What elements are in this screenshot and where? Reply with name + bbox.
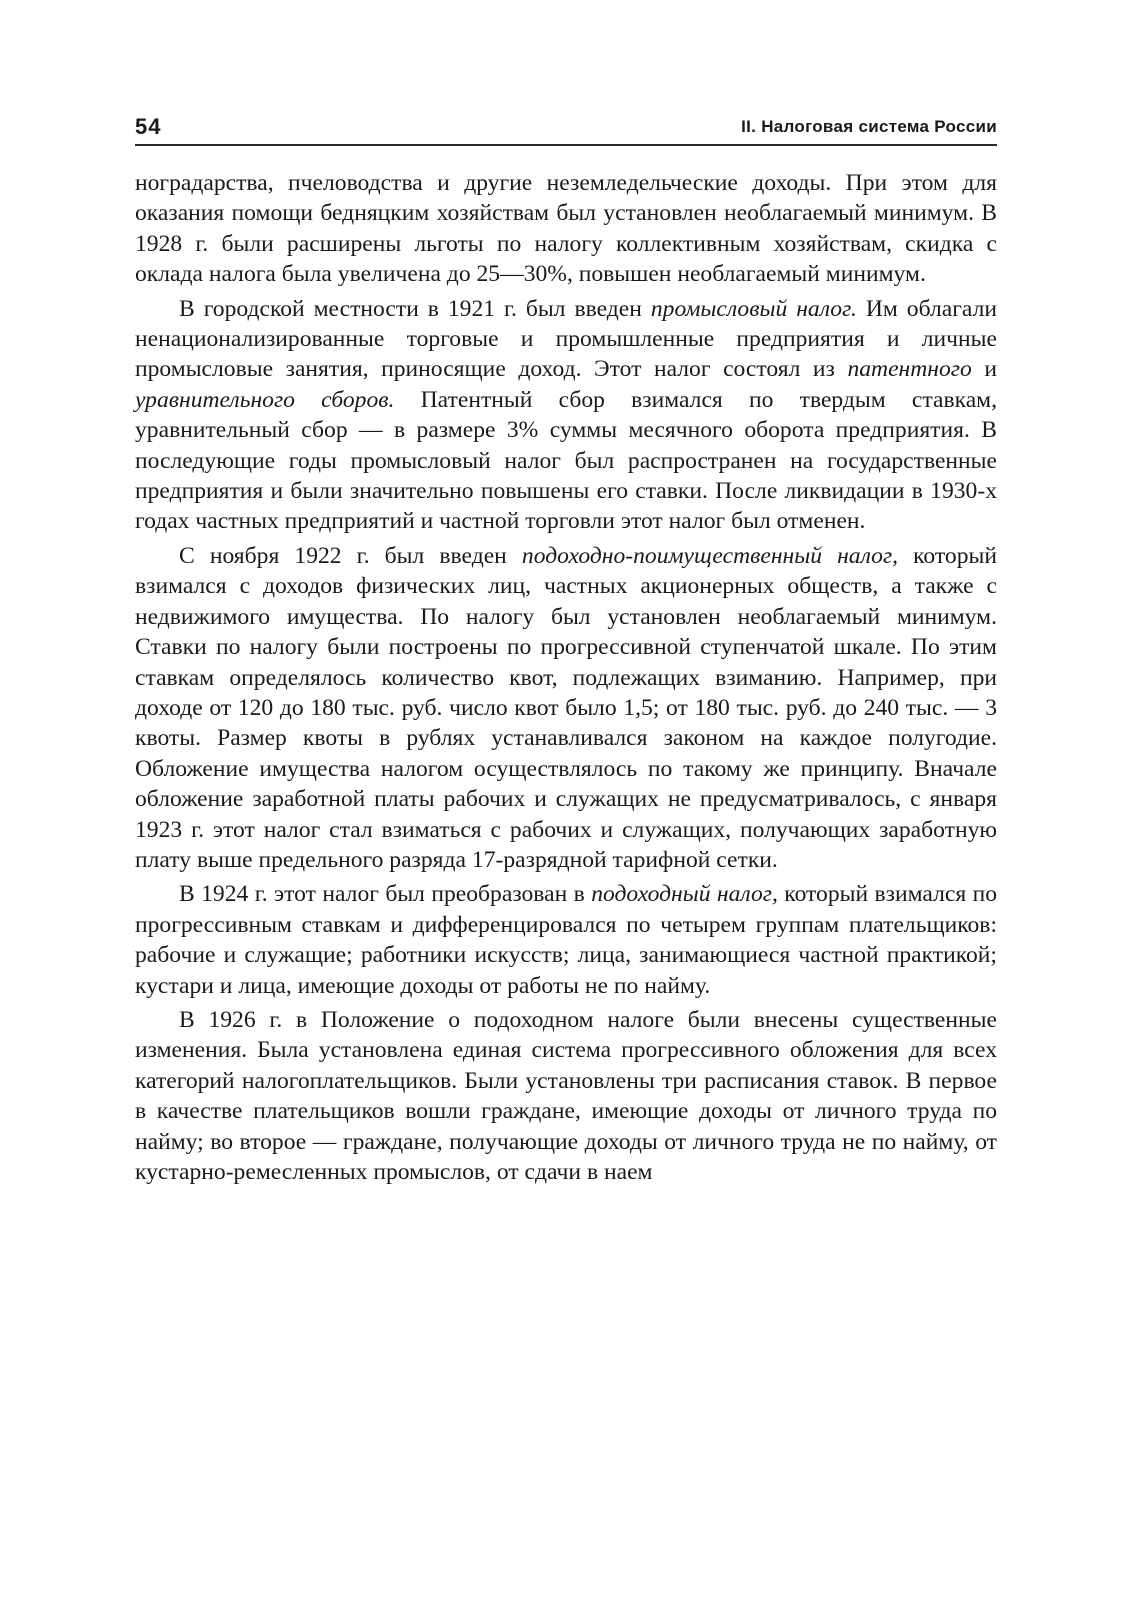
paragraph — [135, 1005, 997, 1187]
text-run: В 1926 г. в Положение о подоходном налоге были внесены существенные изменения. Была установлена единая система прогрессивного обложения для всех категорий налогоплательщиков. Были установлены три расписания ставок. В первое в качестве плательщиков вошли граждане, имеющие доходы от личного труда по найму; во второе — граждане, получающие доходы от личного труда не по найму, от кустарно-ремесленных промыслов, от сдачи в наем — [135, 1006, 997, 1185]
text-run: Им облагали ненационализированные торговые и промышленные предприятия и личные промысловые занятия, приносящие доход. Этот налог состоял из — [135, 295, 997, 383]
text-run: который взимался с доходов физических лиц, частных акционерных обществ, а также с недвижимого имущества. По налогу был установлен необлагаемый минимум. Ставки по налогу были построены по прогрессивной ступенчатой шкале. По этим ставкам определялось количество квот, подлежащих взиманию. Например, при доходе от 120 до 180 тыс. руб. число квот было 1,5; от 180 тыс. руб. до 240 тыс. — 3 квоты. Размер квоты в рублях устанавливался законом на каждое полугодие. Обложение имущества налогом осуществлялось по такому же принципу. Вначале обложение заработной платы рабочих и служащих не предусматривалось, с января 1923 г. этот налог стал взиматься с рабочих и служащих, получающих заработную плату выше предельного разряда 17-разрядной тарифной сетки. — [135, 542, 997, 873]
text-run: В городской местности в 1921 г. был введен — [179, 295, 651, 322]
text-run: и — [971, 356, 997, 383]
italic-term: промысловый налог. — [650, 295, 857, 322]
text-run: Патентный сбор взимался по твердым ставкам, уравнительный сбор — в размере 3% суммы месячного оборота предприятия. В последующие годы промысловый налог был распространен на государственные предприятия и были значительно повышены его ставки. После ликвидации в 1930-х годах частных предприятий и частной торговли этот налог был отменен. — [135, 386, 998, 535]
text-run: ноградарства, пчеловодства и другие неземледельческие доходы. При этом для оказания помощи бедняцким хозяйствам был установлен необлагаемый минимум. В 1928 г. были расширены льготы по налогу коллективным хозяйствам, скидка с оклада налога была увеличена до 25—30%, повышен необлагаемый минимум. — [135, 170, 997, 288]
text-run: С ноября 1922 г. был введен — [179, 542, 522, 569]
italic-term: патентного — [847, 356, 972, 383]
chapter-title: II. Налоговая система России — [741, 117, 997, 136]
italic-term: подоходный налог, — [591, 881, 778, 908]
italic-term: уравнительного сборов. — [135, 386, 395, 413]
text-run: В 1924 г. этот налог был преобразован в — [179, 881, 592, 908]
paragraph — [135, 168, 997, 290]
page-number: 54 — [135, 114, 162, 139]
paragraph — [135, 541, 997, 875]
italic-term: подоходно-поимущественный налог, — [521, 542, 899, 569]
paragraph — [135, 879, 997, 1001]
body-text — [135, 168, 997, 1187]
running-head — [135, 108, 997, 146]
paragraph — [135, 294, 997, 537]
text-run: который взимался по прогрессивным ставкам и дифференцировался по четырем группам плательщиков: рабочие и служащие; работники искусств; лица, занимающиеся частной практикой; кустари и лица, имеющие доходы от работы не по найму. — [135, 881, 997, 999]
